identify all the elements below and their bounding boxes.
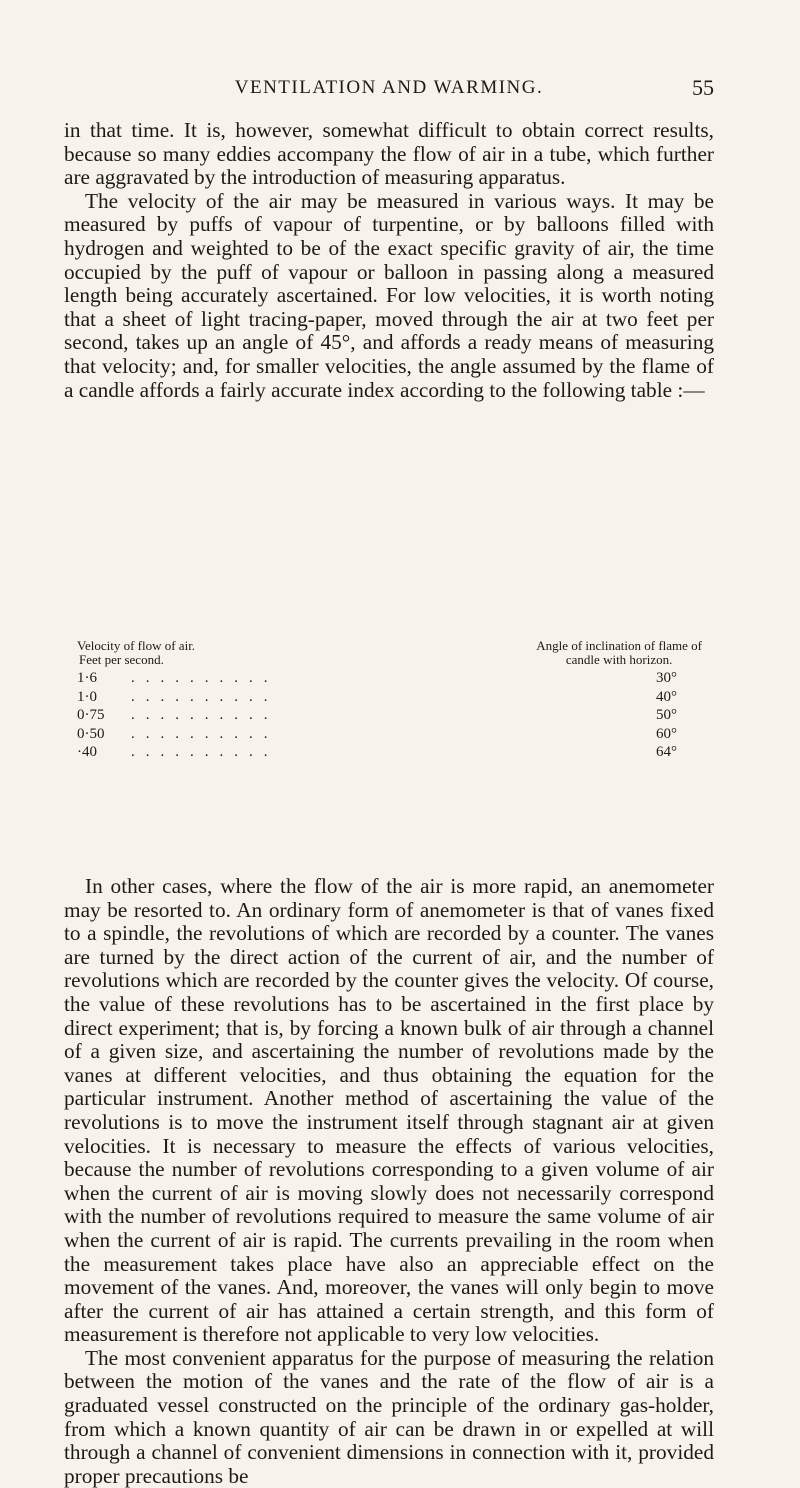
angle-cell: 60° — [656, 725, 677, 742]
table-row — [77, 706, 702, 725]
table-row — [77, 669, 702, 688]
column-header-angle — [536, 639, 702, 667]
paragraph-anemometer: In other cases, where the flow of the air is more rapid, an anemometer may be resorted to. An ordinary form of anemometer is that of vanes fixed to a spindle, the revolutions of which are recorded by a counter. The vanes are turned by the direct action of the current of air, and the number of revolutions which are recorded by the counter gives the velocity. Of course, the value of these revolutions has to be ascertained in the first place by direct experiment; that is, by forcing a known bulk of air through a channel of a given size, and ascertaining the number of revolutions made by the vanes at different velocities, and thus obtaining the equation for the particular instrument. Another method of ascertaining the value of the revolutions is to move the instrument itself through stagnant air at given velocities. It is necessary to measure the effects of various velocities, because the number of revolutions corresponding to a given volume of air when the current of air is moving slowly does not necessarily correspond with the number of revolutions required to measure the same volume of air when the current of air is rapid. The currents prevailing in the room when the measurement takes place have also an appreciable effect on the movement of the vanes. And, moreover, the vanes will only begin to move after the current of air has attained a certain strength, and this form of measurement is therefore not applicable to very low velocities. — [64, 874, 714, 1347]
table-row — [77, 688, 702, 707]
velocity-angle-table — [77, 639, 702, 762]
velocity-cell: 0·50 — [77, 725, 105, 742]
column-header-velocity — [77, 639, 195, 667]
table-row — [77, 743, 702, 762]
velocity-cell: ·40 — [77, 744, 97, 760]
angle-cell: 40° — [656, 688, 677, 705]
angle-cell: 50° — [656, 707, 677, 723]
angle-cell: 64° — [656, 744, 677, 760]
column-header-velocity-line2: Feet per second. — [79, 652, 164, 667]
leader-dots: .......... — [131, 707, 279, 723]
angle-cell: 30° — [656, 670, 677, 686]
text-block-lower — [64, 875, 714, 1488]
column-header-velocity-line1: Velocity of flow of air. — [77, 638, 196, 653]
leader-dots: .......... — [131, 670, 279, 686]
leader-dots: .......... — [131, 688, 279, 705]
column-header-angle-line2: candle with horizon. — [565, 652, 673, 667]
velocity-cell: 1·0 — [77, 688, 97, 705]
leader-dots: .......... — [131, 744, 279, 760]
table-row — [77, 725, 702, 744]
text-block-upper — [64, 119, 714, 402]
velocity-cell: 0·75 — [77, 707, 105, 723]
paragraph-continuation: in that time. It is, however, somewhat difficult to obtain correct results, because so many eddies accompany the flow of air in a tube, which further are aggravated by the introduction of measuring apparatus. — [64, 118, 714, 190]
paragraph-gas-holder: The most convenient apparatus for the purpose of measuring the relation between the motion of the vanes and the rate of the flow of air is a graduated vessel constructed on the principle of the ordinary gas-holder, from which a known quantity of air can be drawn in or expelled at will through a channel of convenient dimensions in connection with it, provided proper precautions be — [64, 1345, 714, 1488]
column-header-angle-line1: Angle of inclination of flame of — [536, 638, 702, 653]
paragraph-velocity-measurement: The velocity of the air may be measured in various ways. It may be measured by puffs of vapour of turpentine, or by balloons filled with hydrogen and weighted to be of the exact specific gravity of air, the time occupied by the puff of vapour or balloon in passing along a measured length being accurately ascertained. For low velocities, it is worth noting that a sheet of light tracing-paper, moved through the air at two feet per second, takes up an angle of 45°, and affords a ready means of measuring that velocity; and, for smaller velocities, the angle assumed by the flame of a candle affords a fairly accurate index according to the following table :— — [64, 188, 714, 402]
table-header — [77, 639, 702, 669]
running-title: VENTILATION AND WARMING. — [234, 77, 544, 98]
running-head — [64, 77, 714, 107]
leader-dots: .......... — [131, 725, 279, 742]
velocity-cell: 1·6 — [77, 670, 97, 686]
page-number: 55 — [692, 75, 714, 100]
